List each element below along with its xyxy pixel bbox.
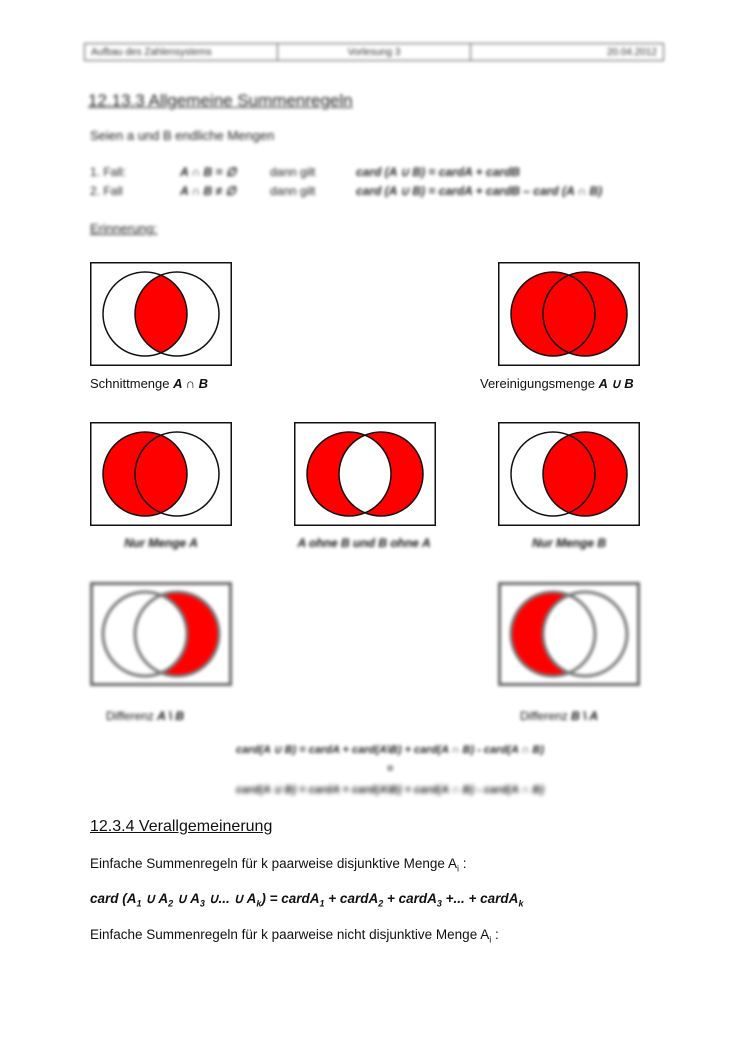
plus-2: + cardA xyxy=(383,891,437,906)
formula-line-1: card(A ∪ B) = cardA + card(A\B) + card(A ∩ B) - card(A ∩ B) xyxy=(235,744,545,756)
caption-difference-b-a-label: Differenz xyxy=(520,709,568,723)
caption-intersection-label: Schnittmenge xyxy=(90,376,170,391)
venn-only-b xyxy=(498,422,640,526)
caption-difference-b-a xyxy=(520,709,598,723)
sub-k: k xyxy=(256,898,262,909)
caption-intersection-expr: A ∩ B xyxy=(173,376,209,391)
case-2-label: 2. Fall xyxy=(90,184,123,198)
reminder-heading: Erinnerung: xyxy=(90,221,158,236)
plus-1: + cardA xyxy=(324,891,379,906)
rsub-2: 2 xyxy=(378,898,384,909)
section-title-verallgemeinerung: 12.3.4 Verallgemeinerung xyxy=(90,818,273,835)
caption-union-label: Vereinigungsmenge xyxy=(480,376,595,391)
case-1-row xyxy=(90,165,520,179)
card-formula-pre: card (A xyxy=(90,891,137,906)
sub-2: 2 xyxy=(168,898,174,909)
text-disjunktive-main: Einfache Summenregeln für k paarweise disjunktive Menge A xyxy=(90,856,457,871)
caption-intersection xyxy=(90,376,208,391)
text-disjunktive-end: : xyxy=(458,856,467,871)
header-left: Aufbau des Zahlensystems xyxy=(85,44,278,60)
header-right: 20.04.2012 xyxy=(606,46,657,58)
case-2-condition: A ∩ B ≠ ∅ xyxy=(180,184,236,198)
venn-only-a xyxy=(90,422,232,526)
union-2: ∪ A xyxy=(173,891,200,906)
card-formula-general xyxy=(90,891,523,909)
rsub-3: 3 xyxy=(436,898,442,909)
caption-difference-a-b-label: Differenz xyxy=(106,709,154,723)
intro-text: Seien a und B endliche Mengen xyxy=(90,128,275,143)
venn-difference-b-a xyxy=(498,582,640,686)
text-disjunktive xyxy=(90,856,466,874)
caption-difference-a-b-expr: A \ B xyxy=(157,709,185,723)
venn-union xyxy=(498,262,640,366)
header-center: Vorlesung 3 xyxy=(278,44,471,60)
venn-symmetric-difference xyxy=(294,422,436,526)
text-nicht-disjunktive-main: Einfache Summenregeln für k paarweise nicht disjunktive Menge A xyxy=(90,927,490,942)
formula-line-2: card(A ∪ B) = cardA + card(A\B) + card(A ∩ B) - card(A ∩ B) xyxy=(235,784,545,796)
case-1-condition: A ∩ B = ∅ xyxy=(180,165,237,179)
caption-only-b: Nur Menge B xyxy=(531,536,606,550)
venn-difference-a-b xyxy=(90,582,232,686)
caption-difference-a-b xyxy=(106,709,184,723)
union-1: ∪ A xyxy=(141,891,169,906)
caption-only-a: Nur Menge A xyxy=(124,536,198,550)
text-nicht-disjunktive xyxy=(90,927,499,945)
venn-intersection xyxy=(90,262,232,366)
section-title-summenregeln: 12.13.3 Allgemeine Summenregeln xyxy=(88,91,353,110)
rsub-1: 1 xyxy=(319,898,325,909)
caption-union xyxy=(480,376,634,392)
union-3: ∪... ∪ A xyxy=(204,891,257,906)
caption-union-expr: A ∪ B xyxy=(598,376,634,391)
formula-equals: = xyxy=(386,763,394,775)
caption-difference-b-a-expr: B \ A xyxy=(571,709,599,723)
sub-1: 1 xyxy=(136,898,142,909)
rsub-k: k xyxy=(518,898,524,909)
sub-3: 3 xyxy=(199,898,205,909)
case-2-row xyxy=(90,184,602,198)
case-1-then: dann gilt xyxy=(270,165,316,179)
plus-3: +... + cardA xyxy=(441,891,519,906)
equals-card: ) = cardA xyxy=(261,891,320,906)
case-1-label: 1. Fall: xyxy=(90,165,127,179)
caption-symmetric-difference: A ohne B und B ohne A xyxy=(297,536,431,550)
case-2-rule: card (A ∪ B) = cardA + cardB – card (A ∩ B) xyxy=(356,184,603,198)
page-header xyxy=(84,43,664,61)
case-2-then: dann gilt xyxy=(270,184,316,198)
text-nicht-disjunktive-end: : xyxy=(491,927,499,942)
text-disjunktive-sub: i xyxy=(456,863,459,874)
case-1-rule: card (A ∪ B) = cardA + cardB xyxy=(356,165,520,179)
text-nicht-disjunktive-sub: i xyxy=(489,934,492,945)
